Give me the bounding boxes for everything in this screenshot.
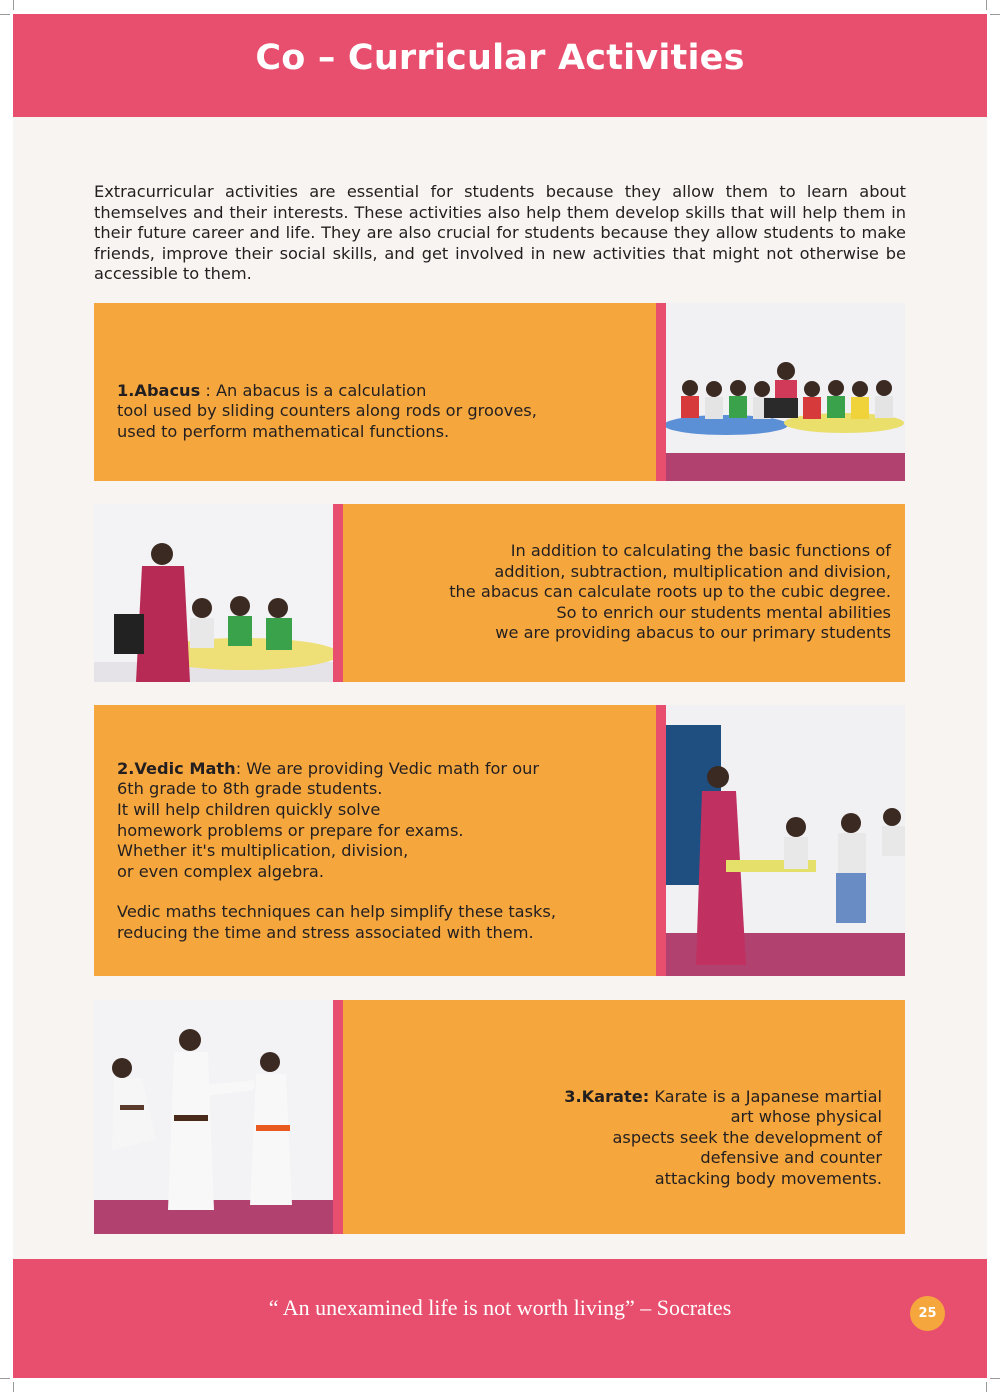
abacus-description bbox=[117, 360, 537, 442]
karate-heading: 3.Karate: bbox=[564, 1086, 650, 1106]
abacus-heading: 1.Abacus bbox=[117, 380, 201, 400]
crop-mark bbox=[990, 1378, 1000, 1379]
abacus-text: : An abacus is a calculation tool used by sliding counters along rods or grooves, used to perform mathematical functions. bbox=[117, 380, 537, 441]
karate-photo bbox=[94, 1000, 333, 1234]
page-header bbox=[13, 14, 987, 117]
page-footer bbox=[13, 1259, 987, 1378]
crop-mark bbox=[986, 1382, 987, 1392]
vedic-paragraph-2: It will help children quickly solve homework problems or prepare for exams. Whether it's multiplication, division, or even complex algebra. bbox=[117, 800, 464, 881]
vedic-description bbox=[117, 738, 539, 800]
crop-mark bbox=[0, 1378, 10, 1379]
vedic-text: : We are providing Vedic math for our 6th grade to 8th grade students. bbox=[117, 758, 540, 799]
accent-stripe bbox=[333, 1000, 343, 1234]
crop-mark bbox=[990, 14, 1000, 15]
crop-mark bbox=[986, 0, 987, 10]
karate-description bbox=[564, 1066, 882, 1190]
footer-quote: “ An unexamined life is not worth living” – Socrates bbox=[268, 1295, 732, 1320]
abacus-more-description: In addition to calculating the basic functions of addition, subtraction, multiplication and division, the abacus can calculate roots up to the cubic degree. So to enrich our students mental abilities we are providing abacus to our primary students bbox=[449, 541, 891, 643]
vedic-paragraph-3: Vedic maths techniques can help simplify these tasks, reducing the time and stress associated with them. bbox=[117, 902, 556, 942]
page-number-badge: 25 bbox=[910, 1296, 945, 1331]
crop-mark bbox=[13, 0, 14, 10]
page-title: Co – Curricular Activities bbox=[255, 37, 745, 78]
vedic-class-photo bbox=[666, 705, 905, 976]
karate-text: Karate is a Japanese martial art whose physical aspects seek the development of defensive and counter attacking body movements. bbox=[612, 1086, 882, 1188]
vedic-heading: 2.Vedic Math bbox=[117, 758, 236, 778]
crop-mark bbox=[0, 14, 10, 15]
accent-stripe bbox=[656, 705, 666, 976]
crop-mark bbox=[13, 1382, 14, 1392]
accent-stripe bbox=[333, 504, 343, 682]
intro-paragraph: Extracurricular activities are essential for students because they allow them to learn about themselves and their interests. These activities also help them develop skills that will help them in their future career and life. They are also crucial for students because they allow students to make friends, improve their social skills, and get involved in new activities that might not otherwise be accessible to them. bbox=[94, 182, 906, 284]
accent-stripe bbox=[656, 303, 666, 481]
abacus-class-photo bbox=[666, 303, 905, 481]
abacus-teacher-photo bbox=[94, 504, 333, 682]
